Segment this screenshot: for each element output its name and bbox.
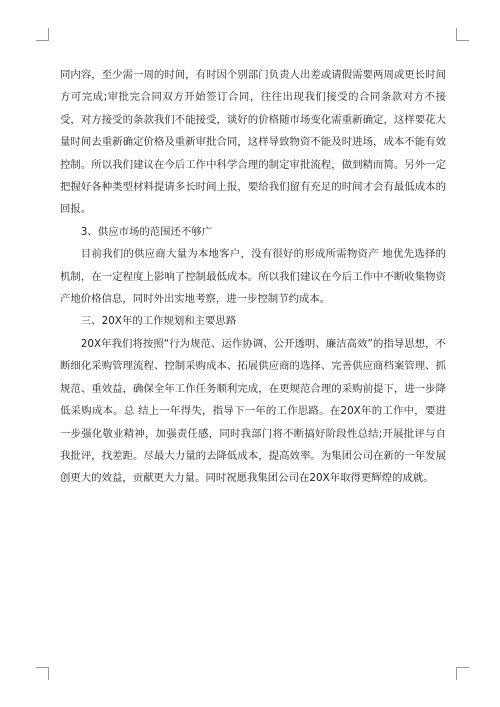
crop-mark-top-right	[456, 28, 469, 41]
paragraph-continued: 同内容，至少需一周的时间，有时因个别部门负责人出差或请假需要两周或更长时间方可完成;审批完合同双方开始签订合同，往往出现我们接受的合同条款对方不接受，对方接受的条款我们不能接受，谈好的价格随市场变化需重新确定，这样要花大量时间去重新确定价格及重新审批合同，这样导致物资不能及时进场，成本不能有效控制。所以我们建议在今后工作中科学合理的制定审批流程，做到精而简。另外一定把握好各种类型材料提请多长时间上报，要给我们留有充足的时间才会有最低成本的回报。	[60, 69, 446, 216]
paragraph-work-plan: 20X年我们将按照“行为规范、运作协调、公开透明、廉洁高效”的指导思想，不断细化采购管理流程、控制采购成本、拓展供应商的选择、完善供应商档案管理、抓规范、重效益，确保全年工作任务顺利完成，在更规范合理的采购前提下，进一步降低采购成本。总 结上一年得失，指导下一年的工作思路。在20X年的工作中，要进一步强化敬业精神，加强责任感，同时我部门将不断搞好阶段性总结;开展批评与自我批评，找差距。尽最大力量的去降低成本，提高效率。为集团公司在新的一年发展创更大的效益，贡献更大力量。同时祝愿我集团公司在20X年取得更辉煌的成就。	[60, 337, 446, 485]
crop-mark-bottom-left	[36, 667, 49, 680]
crop-mark-bottom-right	[456, 667, 469, 680]
document-body	[60, 64, 446, 490]
paragraph-supply-market: 目前我们的供应商大量为本地客户，没有很好的形成所需物资产 地优先选择的机制，在一定程度上影响了控制最低成本。所以我们建议在今后工作中不断收集物资产地价格信息，同时外出实地考察，进一步控制节约成本。	[60, 248, 446, 306]
section-heading-work-plan: 三、20X年的工作规划和主要思路	[80, 315, 237, 328]
crop-mark-top-left	[36, 28, 49, 41]
section-heading-supply-market: 3、供应市场的范围还不够广	[80, 225, 213, 238]
